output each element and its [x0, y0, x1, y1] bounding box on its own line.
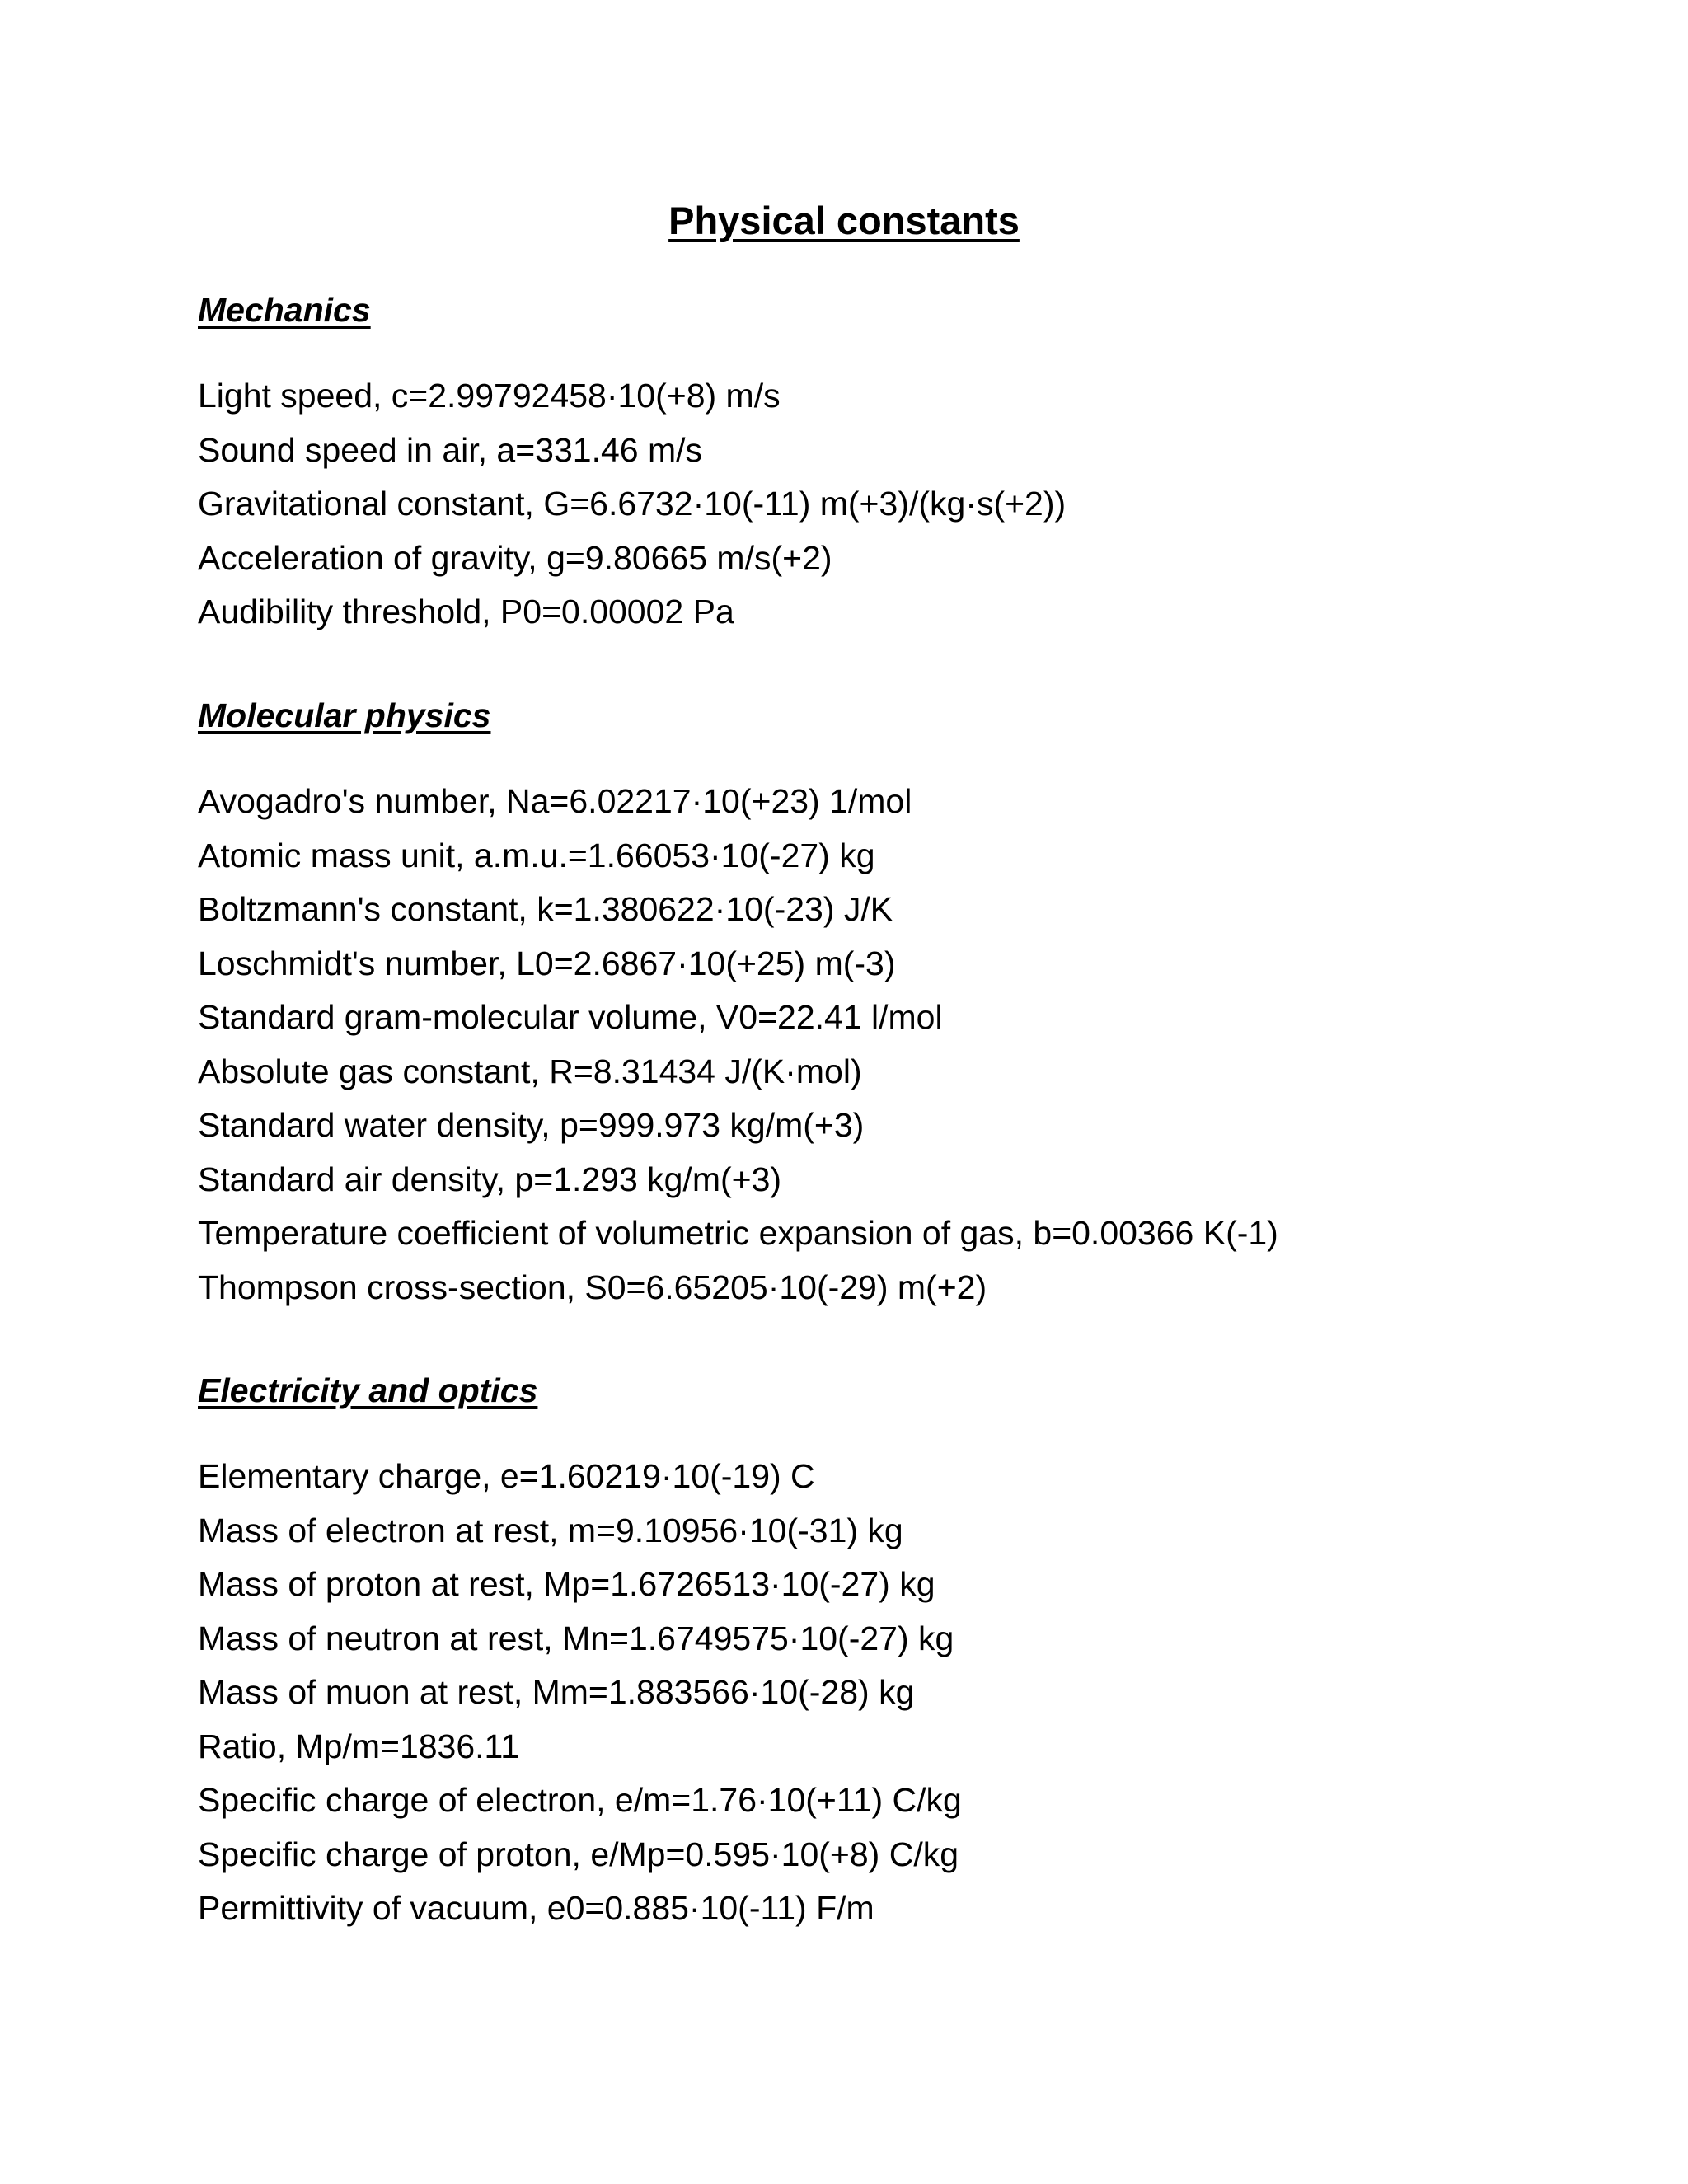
constant-item: Thompson cross-section, S0=6.65205·10(-29) m(+2) — [198, 1268, 987, 1306]
constants-list — [198, 1450, 1599, 1936]
constant-item: Light speed, c=2.99792458·10(+8) m/s — [198, 377, 781, 415]
constants-list — [198, 775, 1599, 1315]
constants-list — [198, 369, 1599, 640]
constant-item: Absolute gas constant, R=8.31434 J/(K·mol) — [198, 1052, 862, 1090]
constant-item: Specific charge of proton, e/Mp=0.595·10(+8) C/kg — [198, 1835, 959, 1873]
page-title: Physical constants — [668, 199, 1020, 242]
section-electricity-and-optics — [198, 1369, 1599, 1936]
constant-item: Mass of muon at rest, Mm=1.883566·10(-28) kg — [198, 1673, 915, 1711]
constant-item: Permittivity of vacuum, e0=0.885·10(-11) F/m — [198, 1889, 874, 1927]
constant-item: Sound speed in air, a=331.46 m/s — [198, 430, 703, 469]
section-heading: Mechanics — [198, 291, 371, 329]
constant-item: Boltzmann's constant, k=1.380622·10(-23) J/K — [198, 890, 893, 928]
constant-item: Standard water density, p=999.973 kg/m(+3) — [198, 1106, 865, 1144]
section-heading: Electricity and optics — [198, 1371, 538, 1409]
section-molecular-physics — [198, 694, 1599, 1315]
constant-item: Mass of proton at rest, Mp=1.6726513·10(-27) kg — [198, 1565, 935, 1603]
section-heading: Molecular physics — [198, 696, 491, 734]
constant-item: Mass of electron at rest, m=9.10956·10(-31) kg — [198, 1511, 903, 1549]
constant-item: Specific charge of electron, e/m=1.76·10(+11) C/kg — [198, 1781, 962, 1819]
constant-item: Loschmidt's number, L0=2.6867·10(+25) m(-3) — [198, 944, 896, 982]
constant-item: Standard air density, p=1.293 kg/m(+3) — [198, 1160, 782, 1198]
constant-item: Audibility threshold, P0=0.00002 Pa — [198, 593, 734, 630]
constant-item: Ratio, Mp/m=1836.11 — [198, 1727, 520, 1765]
constant-item: Gravitational constant, G=6.6732·10(-11) m(+3)/(kg·s(+2)) — [198, 485, 1067, 523]
section-mechanics — [198, 288, 1599, 640]
constant-item: Mass of neutron at rest, Mn=1.6749575·10(-27) kg — [198, 1619, 954, 1657]
constant-item: Atomic mass unit, a.m.u.=1.66053·10(-27) kg — [198, 836, 875, 874]
constant-item: Acceleration of gravity, g=9.80665 m/s(+2) — [198, 538, 832, 577]
constant-item: Standard gram-molecular volume, V0=22.41 l/mol — [198, 998, 943, 1036]
constant-item: Elementary charge, e=1.60219·10(-19) C — [198, 1457, 815, 1495]
constant-item: Temperature coefficient of volumetric expansion of gas, b=0.00366 K(-1) — [198, 1214, 1278, 1252]
constant-item: Avogadro's number, Na=6.02217·10(+23) 1/mol — [198, 782, 912, 820]
